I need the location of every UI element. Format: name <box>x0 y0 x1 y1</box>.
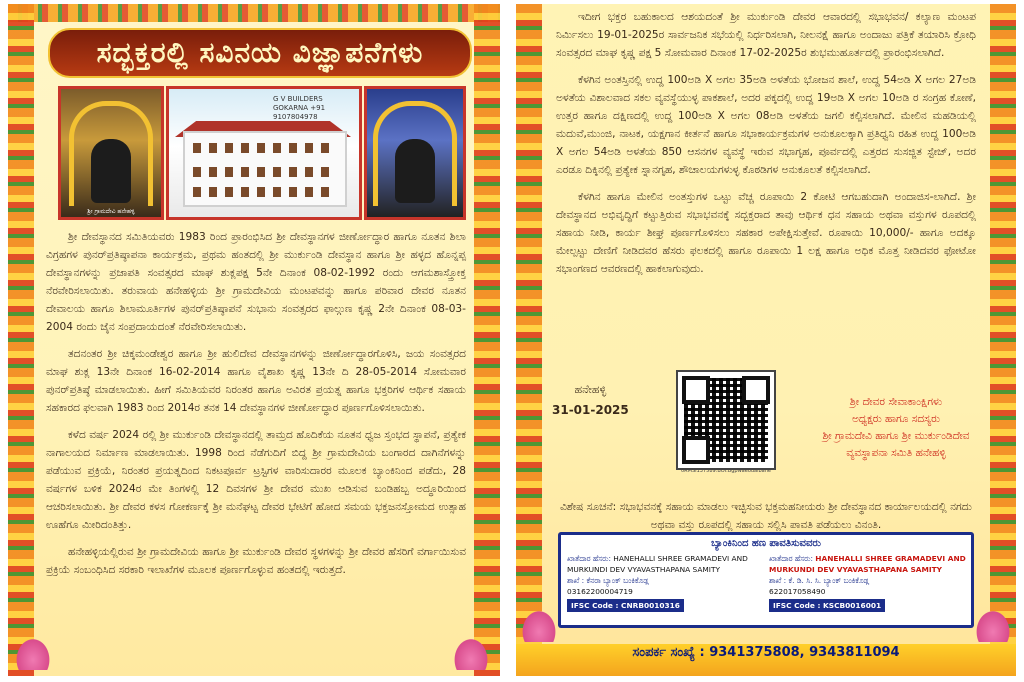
canara-bank-account <box>567 553 767 612</box>
photo-caption: ಶ್ರೀ ಗ್ರಾಮದೇವಿ ಹನೇಹಳ್ಳಿ <box>87 208 135 215</box>
right-page <box>516 4 1016 676</box>
contact-label: ಸಂಪರ್ಕ ಸಂಖ್ಯೆ : <box>632 645 705 660</box>
kdcc-bank-account <box>769 553 969 612</box>
payment-qr-code[interactable] <box>676 370 776 470</box>
phone-numbers[interactable]: 9341375808, 9343811094 <box>709 645 900 660</box>
qr-finder <box>682 376 710 404</box>
paragraph-hall-details: ಕೆಳಗಿನ ಅಂತಸ್ತಿನಲ್ಲಿ ಉದ್ದ 100ಅಡಿ X ಅಗಲ 35ಅಡಿ ಅಳತೆಯ ಭೋಜನ ಶಾಲೆ, ಉದ್ದ 54ಅಡಿ X ಅಗಲ 27ಅಡಿ ಅಳತೆಯ ವಿಶಾಲವಾದ ಸಕಲ ವ್ಯವಸ್ಥೆಯುಳ್ಳ ಪಾಕಶಾಲೆ, ಅದರ ಪಕ್ಕದಲ್ಲಿ ಉದ್ದ 19ಅಡಿ X ಅಗಲ 10ಅಡಿ ರ ಸಂಗ್ರಹ ಕೋಣೆ, ಉತ್ತರ ಹಾಗೂ ದಕ್ಷಿಣದಲ್ಲಿ ಉದ್ದ 100ಅಡಿ X ಅಗಲ 08ಅಡಿ ಅಳತೆಯ ಜಗಲಿ ಕಲ್ಪಿಸಲಾಗಿದೆ. ಮೇಲಿನ ಮಹಡಿಯಲ್ಲಿ ಮದುವೆ,ಮುಂಜಿ, ನಾಟಕ, ಯಕ್ಷಗಾನ ಕೀರ್ತನೆ ಹಾಗೂ ಸಭಾಕಾರ್ಯಕ್ರಮಗಳ ಅನುಕೂಲಕ್ಕಾಗಿ ಪ್ರತಿಧ್ವನಿ ರಹಿತ ಉದ್ದ 100ಅಡಿ X ಅಗಲ 54ಅಡಿ ಅಳತೆಯ 850 ಆಸನಗಳ ವ್ಯವಸ್ಥೆ ಇರುವ ಸಭಾಗೃಹ, ಪೂರ್ವದಲ್ಲಿ ಎತ್ತರದ ಸುಸಜ್ಜಿತ ಸ್ಟೇಜ್, ಅದರ ಎರಡೂ ದಿಕ್ಕಿನಲ್ಲಿ ಪ್ರತ್ಯೇಕ ಸ್ನಾನಗೃಹ, ಶೌಚಾಲಯಗಳುಳ್ಳ ಕೊಠಡಿಗಳ ಅನುಕೂಲತೆ ಕಲ್ಪಿಸಲಾಗಿದೆ. <box>556 74 976 176</box>
flower-garland-right <box>474 4 500 676</box>
ifsc-code[interactable]: IFSC Code : CNRB0010316 <box>567 599 684 612</box>
contact-numbers <box>556 640 976 666</box>
branch: ಶಾಖೆ : ಕೆ. ಡಿ. ಸಿ. ಸಿ. ಬ್ಯಾಂಕ್ ಬಂಕಿಕೊಡ್ಲ <box>769 576 870 585</box>
signatory-line: ವ್ಯವಸ್ಥಾಪನಾ ಸಮಿತಿ ಹನೇಹಳ್ಳಿ <box>846 447 946 459</box>
flower-garland-left <box>516 4 542 676</box>
paragraph-hall-plan: ಇದೀಗ ಭಕ್ತರ ಬಹುಕಾಲದ ಆಶಯದಂತೆ ಶ್ರೀ ಮುರ್ಕುಂಡಿ ದೇವರ ಆವಾರದಲ್ಲಿ ಸಭಾಭವನ/ ಕಲ್ಯಾಣ ಮಂಟಪ ನಿರ್ಮಿಸಲು 19-01-2025ರ ಸಾರ್ವಜನಿಕ ಸಭೆಯಲ್ಲಿ ನಿರ್ಧರಿಸಲಾಗಿ, ನೀಲನಕ್ಷೆ ಹಾಗೂ ಅಂದಾಜು ಪತ್ರಿಕೆ ತಯಾರಿಸಿ ಕ್ರೋಧಿ ಸಂವತ್ಸರದ ಮಾಘ ಕೃಷ್ಣ ಪಕ್ಷ 5 ಸೋಮವಾರ ದಿನಾಂಕ 17-02-2025ರ ಶುಭಮುಹೂರ್ತದಲ್ಲಿ ಪ್ರಾರಂಭಿಸಲಾಗಿದೆ. <box>556 11 976 59</box>
account-number[interactable]: 03162200004719 <box>567 587 633 596</box>
account-number[interactable]: 622017058490 <box>769 587 826 596</box>
account-name: HANEHALLI SHREE GRAMADEVI AND MURKUNDI DEV VYAVASTHAPANA SAMITY <box>567 554 748 574</box>
lotus-icon <box>452 636 490 670</box>
right-body <box>556 8 976 287</box>
account-name-label: ಖಾತೆದಾರ ಹೆಸರು: <box>567 554 611 563</box>
signatory-block <box>806 394 986 462</box>
lotus-icon <box>14 636 52 670</box>
left-page <box>8 4 500 676</box>
qr-finder <box>742 376 770 404</box>
building-photo <box>166 86 362 220</box>
flower-garland-right <box>990 4 1016 676</box>
paragraph-history-1: ಶ್ರೀ ದೇವಸ್ಥಾನದ ಸಮಿತಿಯವರು 1983 ರಿಂದ ಪ್ರಾರಂಭಿಸಿದ ಶ್ರೀ ದೇವಸ್ಥಾನಗಳ ಜೀರ್ಣೋದ್ಧಾರ ಹಾಗೂ ನೂತನ ಶಿಲಾ ವಿಗ್ರಹಗಳ ಪುನರ್‌ಪ್ರತಿಷ್ಠಾಪನಾ ಕಾರ್ಯಕ್ರಮ, ಪ್ರಥಮ ಹಂತದಲ್ಲಿ ಶ್ರೀ ಮುರ್ಕುಂಡಿ ದೇವಸ್ಥಾನ ಹಾಗೂ ಶ್ರೀ ಹಳ್ಳದ ಹೊನ್ನಪ್ಪ ದೇವಸ್ಥಾನಗಳನ್ನು ಪ್ರಜಾಪತಿ ಸಂವತ್ಸರದ ಮಾಘ ಶುಕ್ಲಪಕ್ಷ 5ನೇ ದಿನಾಂಕ 08-02-1992 ರಂದು ಆಗಮಶಾಸ್ತ್ರೋಕ್ತ ನೆರವೇರಿಸಲಾಯಿತು. ತರುವಾಯ ಹನೇಹಳ್ಳಿಯ ಶ್ರೀ ಗ್ರಾಮದೇವಿಯ ಮಂಟಪವನ್ನು ಹಾಗೂ ಪರಿವಾರ ದೇವರ ನೂತನ ದೇವಾಲಯ ಹಾಗೂ ಶಿಲಾಮೂರ್ತಿಗಳ ಪುನರ್‌ಪ್ರತಿಷ್ಠಾಪನೆ ಸುಭಾನು ಸಂವತ್ಸರದ ಫಾಲ್ಗುಣ ಕೃಷ್ಣ 2ನೇ ದಿನಾಂಕ 08-03-2004 ರಂದು ಜೈನ ಸಂಪ್ರದಾಯದಂತೆ ನೆರವೇರಿಸಲಾಯಿತು. <box>46 231 466 333</box>
left-body <box>46 228 466 588</box>
deity-figure <box>395 139 435 203</box>
flower-garland-left <box>8 4 34 676</box>
lotus-icon <box>520 608 558 642</box>
date: 31-01-2025 <box>552 403 629 417</box>
special-note: ವಿಶೇಷ ಸೂಚನೆ: ಸಭಾಭವನಕ್ಕೆ ಸಹಾಯ ಮಾಡಲು ಇಚ್ಛಿಸುವ ಭಕ್ತಮಹನೀಯರು ಶ್ರೀ ದೇವಸ್ಥಾನದ ಕಾರ್ಯಾಲಯದಲ್ಲಿ ನಗದು ಅಥವಾ ವಸ್ತು ರೂಪದಲ್ಲಿ ಸಹಾಯ ಸಲ್ಲಿಸಿ ಪಾವತಿ ಪಡೆಯಲು ವಿನಂತಿ. <box>560 501 972 531</box>
place: ಹನೇಹಳ್ಳಿ <box>574 383 607 396</box>
idol-figure <box>91 139 131 203</box>
paragraph-history-3: ಕಳೆದ ವರ್ಷ 2024 ರಲ್ಲಿ ಶ್ರೀ ಮುರ್ಕುಂಡಿ ದೇವಸ್ಥಾನದಲ್ಲಿ ತಾಮ್ರದ ಹೊದಿಕೆಯ ನೂತನ ಧ್ವಜ ಸ್ತಂಭದ ಸ್ಥಾಪನೆ, ಪ್ರತ್ಯೇಕ ನಾಗಾಲಯದ ನಿರ್ಮಾಣ ಮಾಡಲಾಯಿತು. 1998 ರಿಂದ ನೆಡೆಗುದಿಗೆ ಬಿದ್ದ ಶ್ರೀ ಗ್ರಾಮದೇವಿಯ ಬಂಗಾರದ ದಾಗಿನೆಗಳನ್ನು ಪಡೆಯುವ ಪ್ರಕ್ರಿಯೆ, ನಿರಂತರ ಪ್ರಯತ್ನದಿಂದ ನಿಕಟಪೂರ್ವ ಟ್ರಸ್ಟಿಗಳ ವಾರಿಸುದಾರರ ಮೂಲಕ ಬ್ಯಾಂಕಿನಿಂದ ಪಡೆದು, 28 ವರ್ಷಗಳ ಬಳಿಕ 2024ರ ಮೇ ತಿಂಗಳಲ್ಲಿ 12 ದಿವಸಗಳ ಶ್ರೀ ದೇವರ ಮುಖ ಆಡಿಸುವ ಬಂಡಿಹಬ್ಬ ಅದ್ಧೂರಿಯಿಂದ ಆಚರಿಸಲಾಯಿತು. ಶ್ರೀ ದೇವರ ಕಳಸ ಗೋಕರ್ಣಕ್ಕೆ ಶ್ರೀ ಮನೆಘಟ್ಟ ದೇವರ ಭೇಟಿಗೆ ಹೋದ ಸಮಯ ಭಕ್ತಜನಸ್ತೋಮದ ಉತ್ಸಾಹ ಊಹೆಗೂ ಮೀರಿದಂತಿತ್ತು. <box>46 429 466 531</box>
signatory-line: ಅಧ್ಯಕ್ಷರು ಹಾಗೂ ಸದಸ್ಯರು <box>851 413 941 425</box>
bank-details-title: ಬ್ಯಾಂಕಿನಿಂದ ಹಣ ಪಾವತಿಸುವವರು <box>711 538 821 549</box>
lotus-icon <box>974 608 1012 642</box>
ifsc-code[interactable]: IFSC Code : KSCB0016001 <box>769 599 885 612</box>
signatory-line: ಶ್ರೀ ದೇವರ ಸೇವಾಕಾಂಕ್ಷಿಗಳು <box>849 396 943 408</box>
branch: ಶಾಖೆ : ಕೆನರಾ ಬ್ಯಾಂಕ್ ಬಂಕಿಕೊಡ್ಲ <box>567 576 649 585</box>
flower-garland-top <box>8 4 500 22</box>
account-name-label: ಖಾತೆದಾರ ಹೆಸರು: <box>769 554 813 563</box>
bank-details-box <box>558 532 974 628</box>
paragraph-history-2: ತದನಂತರ ಶ್ರೀ ಚಿಕ್ಕಮಂಡೇಶ್ವರ ಹಾಗೂ ಶ್ರೀ ಹುಲಿದೇವ ದೇವಸ್ಥಾನಗಳನ್ನು ಜೀರ್ಣೋದ್ಧಾರಗೊಳಿಸಿ, ಜಯ ಸಂವತ್ಸರದ ಮಾಘ ಶುಕ್ಲ 13ನೇ ದಿನಾಂಕ 16-02-2014 ಹಾಗೂ ವೈಶಾಖ ಕೃಷ್ಣ 13ನೇ ದಿ 28-05-2014 ಸೋಮವಾರ ಪುನರ್‌ಪ್ರತಿಷ್ಠೆ ಮಾಡಲಾಯಿತು. ಹೀಗೆ ಸಮಿತಿಯವರ ನಿರಂತರ ಹಾಗೂ ಅವಿರತ ಪ್ರಯತ್ನ ಹಾಗೂ ಭಕ್ತರಿಗಳ ಆರ್ಥಿಕ ಸಹಾಯ ಸಹಕಾರದ ಫಲವಾಗಿ 1983 ರಿಂದ 2014ರ ತನಕ 14 ದೇವಸ್ಥಾನಗಳ ಜೀರ್ಣೋದ್ಧಾರ ಪೂರ್ಣಗೊಳಿಸಲಾಯಿತು. <box>46 348 466 414</box>
page-title: ಸದ್ಭಕ್ತರಲ್ಲಿ ಸವಿನಯ ವಿಜ್ಞಾಪನೆಗಳು <box>48 28 472 78</box>
temple-idol-photo <box>58 86 164 220</box>
paragraph-history-4: ಹನೇಹಳ್ಳಿಯಲ್ಲಿರುವ ಶ್ರೀ ಗ್ರಾಮದೇವಿಯ ಹಾಗೂ ಶ್ರೀ ಮುರ್ಕುಂಡಿ ದೇವರ ಸ್ಥಳಗಳನ್ನು ಶ್ರೀ ದೇವರ ಹೆಸರಿಗೆ ವರ್ಗಾಯಿಸುವ ಪ್ರಕ್ರಿಯೆ ಸಂಬಂಧಿಸಿದ ಸರಕಾರಿ ಇಲಾಖೆಗಳ ಮೂಲಕ ಪೂರ್ಣಗೊಳ್ಳುವ ಹಂತದಲ್ಲಿ ಇರುತ್ತದೆ. <box>46 546 466 576</box>
place-date-block <box>552 380 629 420</box>
qr-caption: 0RMSI137589:BOI:Bgpwaeodaibahe <box>680 468 771 474</box>
account-name: HANEHALLI SHREE GRAMADEVI AND MURKUNDI DEV VYAVASTHAPANA SAMITY <box>769 554 966 574</box>
building-figure <box>183 131 347 207</box>
deity-photo <box>364 86 466 220</box>
paragraph-donation-appeal: ಕೆಳಗಿನ ಹಾಗೂ ಮೇಲಿನ ಅಂತಸ್ತುಗಳ ಒಟ್ಟು ವೆಚ್ಚ ರೂಪಾಯಿ 2 ಕೋಟಿ ಆಗಬಹುದಾಗಿ ಅಂದಾಜಿಸ-ಲಾಗಿದೆ. ಶ್ರೀ ದೇವಸ್ಥಾನದ ಅಭಿವೃದ್ಧಿಗೆ ಕಟ್ಟುತ್ತಿರುವ ಸಭಾಭವನಕ್ಕೆ ಸದ್ಭಕ್ತರಾದ ತಾವು ಆರ್ಥಿಕ ಧನ ಸಹಾಯ ಅಥವಾ ವಸ್ತುಗಳ ರೂಪದಲ್ಲಿ ಸಹಾಯ ನೀಡಿ, ಕಾರ್ಯ ಶೀಘ್ರ ಪೂರ್ಣಗೊಳಿಸಲು ಸಹಕಾರ ಅಪೇಕ್ಷಿಸುತ್ತೇವೆ. ರೂಪಾಯಿ 10,000/- ಹಾಗೂ ಅದಕ್ಕೂ ಮೇಲ್ಪಟ್ಟು ದೇಣಿಗೆ ನೀಡಿದವರ ಹೆಸರು ಫಲಕದಲ್ಲಿ ಹಾಗೂ ರೂಪಾಯಿ 1 ಲಕ್ಷ ಹಾಗೂ ಅಧಿಕ ಮೊತ್ತ ನೀಡಿದವರ ಫೋಟೋ ಸಭಾಂಗಣದ ಆವರಣದಲ್ಲಿ ಹಾಕಲಾಗುವುದು. <box>556 191 976 275</box>
builder-sign: G V BUILDERS GOKARNA +91 9107804978 <box>273 95 326 121</box>
signatory-line: ಶ್ರೀ ಗ್ರಾಮದೇವಿ ಹಾಗೂ ಶ್ರೀ ಮುರ್ಕುಂಡಿದೇವ <box>822 430 970 442</box>
qr-finder <box>682 436 710 464</box>
